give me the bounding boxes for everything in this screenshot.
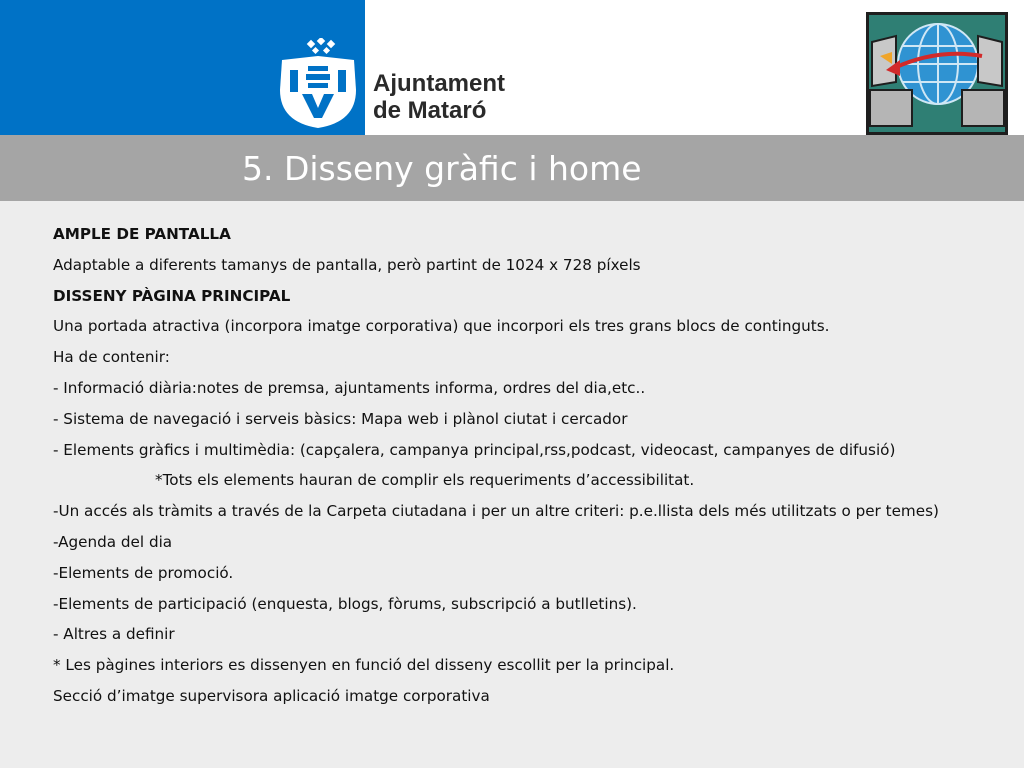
brand-wordmark <box>373 70 505 124</box>
coat-of-arms-icon <box>278 38 358 128</box>
body-line: Ha de contenir: <box>53 348 170 367</box>
body-line: Adaptable a diferents tamanys de pantalla, però partint de 1024 x 728 píxels <box>53 255 641 274</box>
body-line: Una portada atractiva (incorpora imatge corporativa) que incorpori els tres grans blocs de continguts. <box>53 317 830 336</box>
list-item: -Elements de promoció. <box>53 563 234 582</box>
list-item: - Sistema de navegació i serveis bàsics: Mapa web i plànol ciutat i cercador <box>53 409 628 428</box>
section-heading-home-design: DISSENY PÀGINA PRINCIPAL <box>53 286 291 305</box>
list-item: - Elements gràfics i multimèdia: (capçalera, campanya principal,rss,podcast, videocast, campanyes de difusió) <box>53 440 896 459</box>
list-item: - Informació diària:notes de premsa, ajuntaments informa, ordres del dia,etc.. <box>53 378 646 397</box>
list-item: - Altres a definir <box>53 625 175 644</box>
body-line: Secció d’imatge supervisora aplicació imatge corporativa <box>53 686 490 705</box>
accessibility-note: *Tots els elements hauran de complir els requeriments d’accessibilitat. <box>155 471 695 490</box>
list-item: -Agenda del dia <box>53 532 173 551</box>
network-computers-icon <box>866 12 1008 135</box>
slide-body <box>53 224 1003 717</box>
section-heading-screen-width: AMPLE DE PANTALLA <box>53 225 231 243</box>
list-item: -Un accés als tràmits a través de la Carpeta ciutadana i per un altre criteri: p.e.llista dels més utilitzats o per temes) <box>53 502 939 521</box>
body-line: * Les pàgines interiors es dissenyen en funció del disseny escollit per la principal. <box>53 656 675 675</box>
brand-line-1: Ajuntament <box>373 70 505 97</box>
brand-line-2: de Mataró <box>373 97 487 124</box>
list-item: -Elements de participació (enquesta, blogs, fòrums, subscripció a butlletins). <box>53 594 637 613</box>
slide-title: 5. Disseny gràfic i home <box>242 149 642 188</box>
